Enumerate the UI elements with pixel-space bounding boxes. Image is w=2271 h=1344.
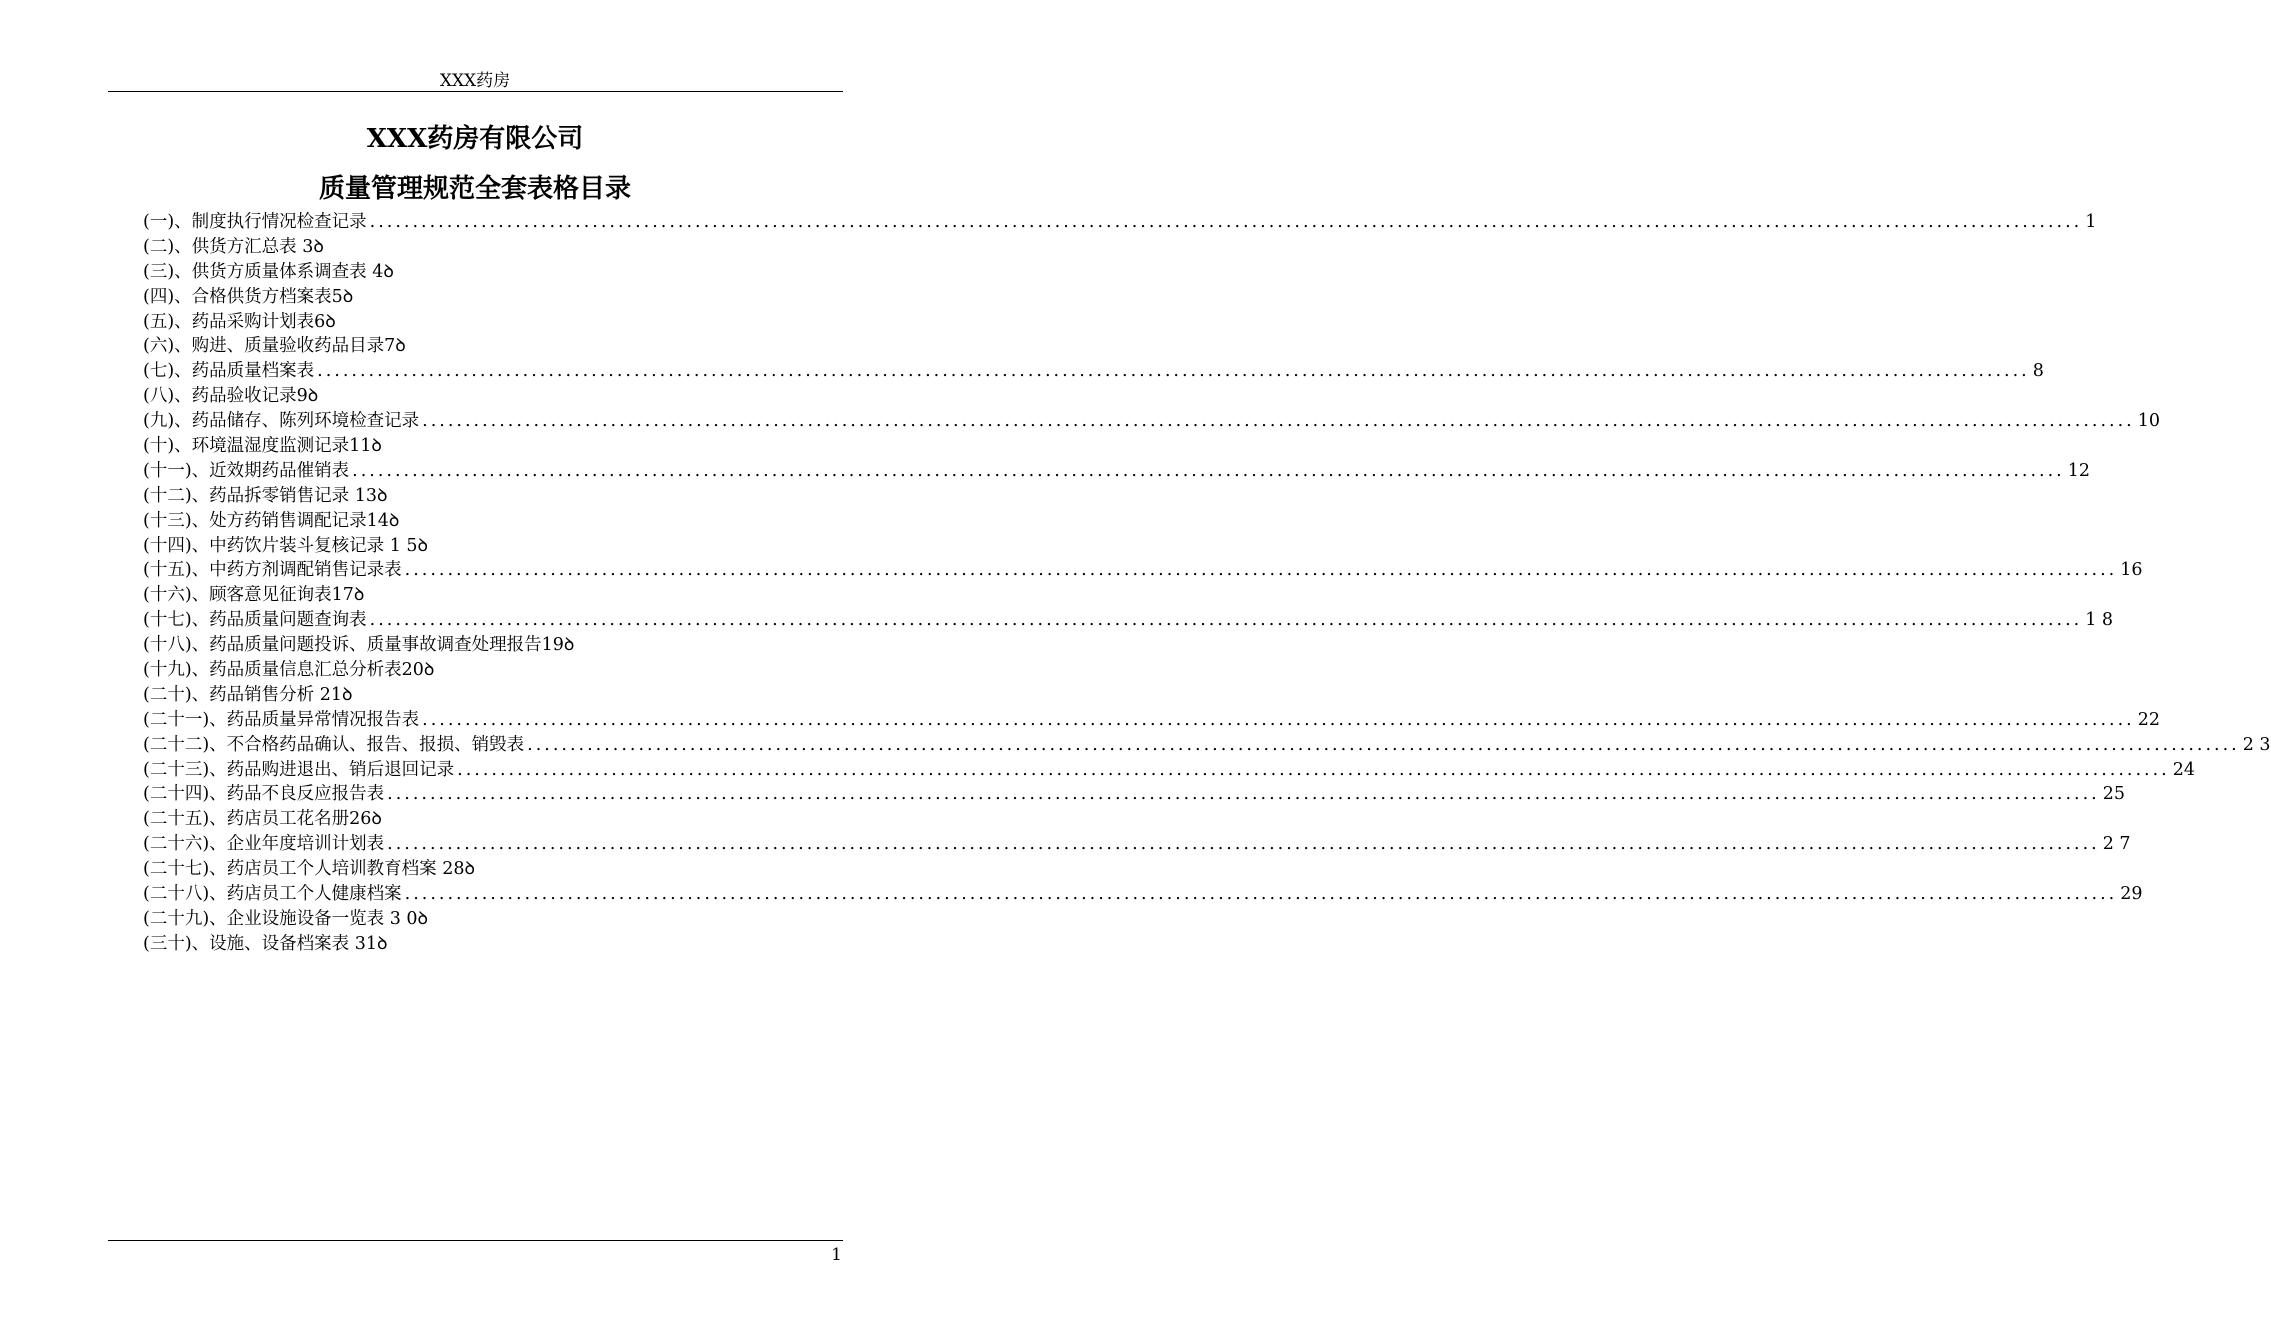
toc-entry — [143, 384, 843, 409]
toc-entry-label: (八)、药品验收记录9ꝺ — [143, 386, 319, 407]
toc-entry — [143, 310, 843, 335]
toc-entry-label: (五)、药品采购计划表6ꝺ — [143, 311, 336, 332]
footer-divider — [108, 1240, 843, 1241]
toc-dot-leader: ........................................................................................................................................................................................................ — [527, 734, 2240, 755]
toc-entry-label: (二十)、药品销售分析 21ꝺ — [143, 684, 353, 705]
toc-entry-label: (二十五)、药店员工花名册26ꝺ — [143, 809, 382, 830]
toc-entry — [143, 359, 2044, 384]
toc-entry-page: 16 — [2120, 560, 2143, 581]
toc-entry — [143, 907, 843, 932]
document-title: 质量管理规范全套表格目录 — [318, 174, 631, 204]
toc-entry — [143, 882, 2143, 907]
toc-dot-leader: ........................................................................................................................................................................................................ — [404, 884, 2118, 905]
toc-dot-leader: ........................................................................................................................................................................................................ — [369, 610, 2083, 631]
toc-entry-label: (十九)、药品质量信息汇总分析表20ꝺ — [143, 660, 435, 681]
toc-entry-label: (二十四)、药品不良反应报告表 — [143, 784, 385, 805]
toc-entry-page: 1 — [2085, 212, 2097, 232]
toc-dot-leader: ........................................................................................................................................................................................................ — [352, 460, 2065, 481]
toc-entry-page: 24 — [2172, 759, 2195, 780]
toc-entry — [143, 260, 843, 285]
toc-entry — [143, 558, 2143, 583]
toc-entry — [143, 683, 843, 708]
toc-entry-label: (十五)、中药方剂调配销售记录表 — [143, 560, 402, 581]
toc-entry-label: (七)、药品质量档案表 — [143, 361, 315, 382]
toc-entry — [143, 509, 843, 534]
toc-entry-label: (十)、环境温湿度监测记录11ꝺ — [143, 436, 382, 457]
toc-entry — [143, 285, 843, 310]
toc-entry — [143, 807, 843, 832]
toc-entry-label: (十七)、药品质量问题查询表 — [143, 610, 367, 631]
toc-entry-label: (二十二)、不合格药品确认、报告、报损、销毁表 — [143, 734, 525, 755]
toc-entry-page: 12 — [2067, 460, 2090, 481]
toc-entry — [143, 583, 843, 608]
toc-entry — [143, 235, 843, 260]
toc-entry-page: 29 — [2120, 884, 2143, 905]
toc-entry — [143, 758, 2195, 783]
toc-entry — [143, 708, 2160, 733]
toc-dot-leader: ........................................................................................................................................................................................................ — [387, 834, 2100, 855]
toc-dot-leader: ........................................................................................................................................................................................................ — [457, 759, 2170, 780]
toc-entry-label: (二十九)、企业设施设备一览表 3 0ꝺ — [143, 908, 429, 929]
toc-dot-leader: ........................................................................................................................................................................................................ — [404, 560, 2118, 581]
header-divider — [108, 91, 843, 92]
toc-dot-leader: ........................................................................................................................................................................................................ — [387, 784, 2100, 805]
toc-entry-page: 1 8 — [2085, 610, 2114, 631]
toc-entry-page: 10 — [2137, 411, 2160, 432]
toc-entry — [143, 334, 843, 359]
toc-entry — [143, 857, 843, 882]
toc-entry-label: (二十一)、药品质量异常情况报告表 — [143, 709, 420, 730]
toc-entry — [143, 932, 843, 957]
toc-dot-leader: ........................................................................................................................................................................................................ — [422, 709, 2135, 730]
toc-entry-page: 25 — [2102, 784, 2125, 805]
toc-entry — [143, 409, 2160, 434]
toc-entry-label: (十三)、处方药销售调配记录14ꝺ — [143, 510, 400, 531]
toc-entry — [143, 210, 2097, 235]
toc-entry-label: (三)、供货方质量体系调查表 4ꝺ — [143, 261, 394, 282]
toc-entry — [143, 434, 843, 459]
company-title: XXX药房有限公司 — [366, 124, 584, 154]
toc-entry-label: (二十三)、药品购进退出、销后退回记录 — [143, 759, 455, 780]
toc-entry-label: (九)、药品储存、陈列环境检查记录 — [143, 411, 420, 432]
toc-entry-label: (二十六)、企业年度培训计划表 — [143, 834, 385, 855]
toc-entry — [143, 658, 843, 683]
toc-entry-label: (二)、供货方汇总表 3ꝺ — [143, 236, 324, 257]
table-of-contents — [143, 210, 2271, 957]
toc-entry — [143, 459, 2090, 484]
toc-entry-label: (十八)、药品质量问题投诉、质量事故调查处理报告19ꝺ — [143, 635, 575, 656]
toc-entry-page: 22 — [2137, 709, 2160, 730]
toc-entry — [143, 782, 2125, 807]
toc-entry-label: (二十七)、药店员工个人培训教育档案 28ꝺ — [143, 859, 475, 880]
toc-entry-page: 8 — [2032, 361, 2044, 382]
page-number: 1 — [831, 1245, 842, 1265]
toc-dot-leader: ........................................................................................................................................................................................................ — [369, 212, 2083, 232]
toc-entry-label: (十六)、顾客意见征询表17ꝺ — [143, 585, 365, 606]
toc-entry — [143, 534, 843, 559]
toc-entry-page: 2 7 — [2102, 834, 2131, 855]
toc-entry-label: (十二)、药品拆零销售记录 13ꝺ — [143, 485, 388, 506]
toc-entry-label: (四)、合格供货方档案表5ꝺ — [143, 286, 354, 307]
toc-entry-label: (一)、制度执行情况检查记录 — [143, 212, 367, 232]
toc-entry — [143, 484, 843, 509]
toc-entry-label: (三十)、设施、设备档案表 31ꝺ — [143, 933, 388, 954]
toc-entry-label: (二十八)、药店员工个人健康档案 — [143, 884, 402, 905]
toc-entry — [143, 608, 2114, 633]
page-header: XXX药房 — [439, 71, 511, 91]
toc-dot-leader: ........................................................................................................................................................................................................ — [317, 361, 2030, 382]
toc-entry — [143, 733, 2271, 758]
toc-entry — [143, 633, 843, 658]
toc-entry-page: 2 3 — [2242, 734, 2271, 755]
toc-entry-label: (十一)、近效期药品催销表 — [143, 460, 350, 481]
toc-entry — [143, 832, 2131, 857]
toc-entry-label: (十四)、中药饮片装斗复核记录 1 5ꝺ — [143, 535, 429, 556]
toc-dot-leader: ........................................................................................................................................................................................................ — [422, 411, 2135, 432]
toc-entry-label: (六)、购进、质量验收药品目录7ꝺ — [143, 336, 406, 357]
